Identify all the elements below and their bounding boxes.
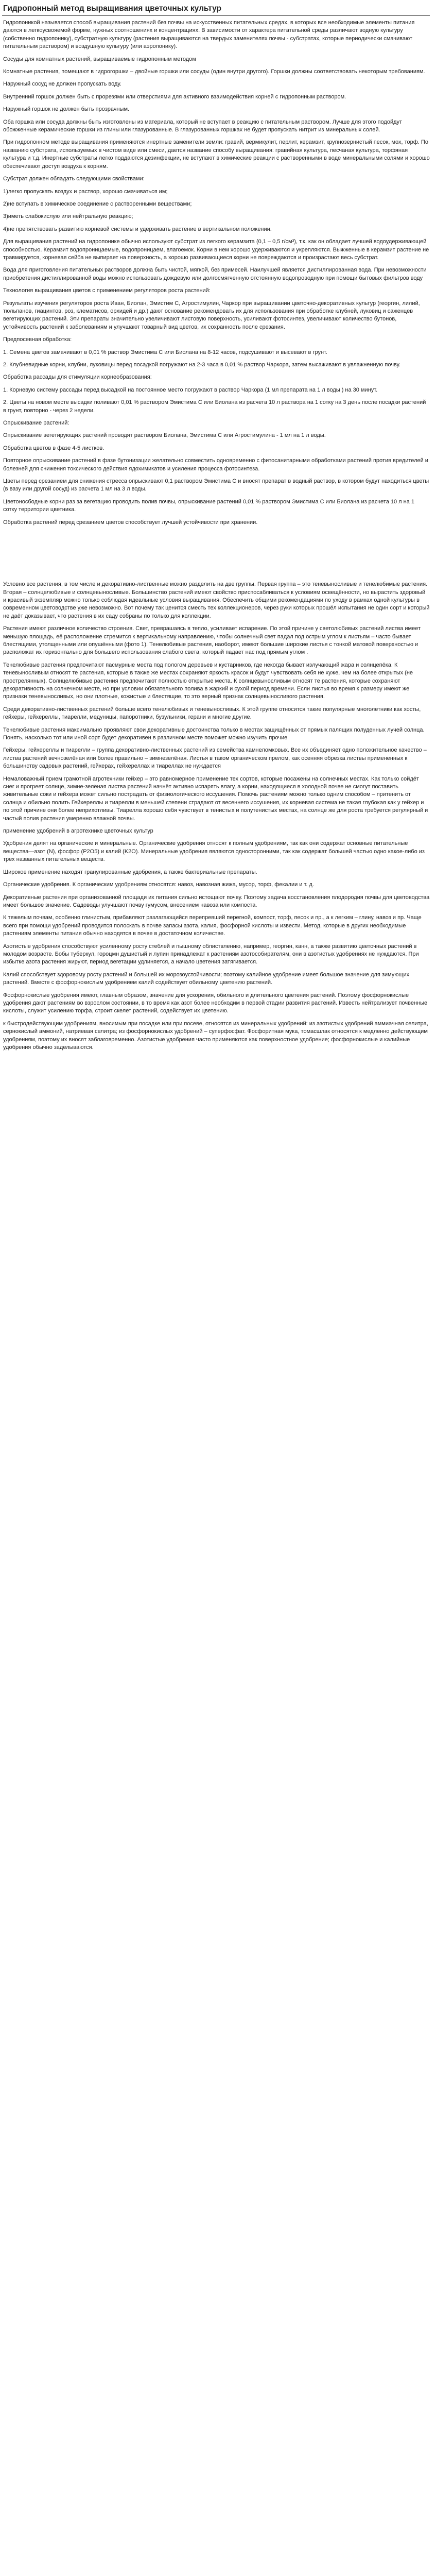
paragraph: Наружный сосуд не должен пропускать воду. <box>3 81 121 88</box>
paragraph: Обработка рассады для стимуляции корнеобразования: <box>3 374 152 381</box>
paragraph: Сосуды для комнатных растений, выращиваемые гидропонным методом <box>3 56 196 62</box>
paragraph: Немаловажный прием грамотной агротехники гейхер – это равномерное применение тех сортов, которые посажены на солнечных местах. Как только сойдёт снег и прогреет солнце, зимне-зелёная листва растений начнёт активно испарять влагу, а корни, находящиеся в холодной почве не смогут поставить живительные соки и гейхера может сильно пострадать от физиологического иссушения. Помочь растениям можно только одним способом – притенить от солнца и обильно полить Гейхереллы и тиарелли в меньшей степени страдают от весеннего иссушения, их корневая система не такая глубокая как у гейхер и по этой причине они более неприхотливы. Тиарелла хорошо себя чувствует в тенистых и полутенистых местах, на солнце же для роста требуется регулярный и частый полив растения умеренно влажной почвы. <box>3 775 428 822</box>
paragraph: Субстрат должен обладать следующими свойствами: <box>3 176 145 182</box>
paragraph: Гейхеры, гейхереллы и тиарелли – группа декоративно-лиственных растений из семейства камнеломковых. Все их объединяет одно положительное качество – листва растений вечнозелёная или более правильно – зимнезелёная. Листья в таком органическом прелом, как осенняя обрезка листвы примененных к большинству садовых растений, гейхерах, гейхереллах и тиареллах не нуждается <box>3 747 427 770</box>
paragraph: Тенелюбивые растения предпочитают пасмурные места под пологом деревьев и кустарников, где некогда бывает излучающий жара и солнцепёка. К теневыносливым относят те растения, которые в также же местах сохраняют яркость красок и будут чувствовать себя не хуже, чем на более открытых (не прострелянных). Солнцелюбивые растения предпочитают полностью открытые места. К солнцевыносливым относят те растения, которые сохраняют декоративность на солнечном месте, но при условии обязательного полива в жаркий и сухой период времени. Если листья во время к размеру имеют же признаки теневыносливых, но они плотные, кожистые и блестящие, то это верный признак солнцевыносливого растения. <box>3 662 413 700</box>
paragraph: Цветы перед срезанием для снижения стресса опрыскивают 0,1 раствором Эмистима С и вносят препарат в водный раствор, в котором будут находиться цветы (в вазу или другой сосуд) из расчета 1 мл на 3 л воды. <box>3 478 429 493</box>
paragraph: Тенелюбивые растения максимально проявляют свои декоративные достоинства только в местах защищённых от прямых палящих полуденных лучей солнца. Понять, насколько тот или иной сорт будет декоративен в различном месте поможет можно изучить прочие <box>3 726 425 741</box>
paragraph: Оба горшка или сосуда должны быть изготовлены из материала, который не вступает в реакцию с питательным раствором. Лучше для этого подойдут обожженные керамические горшки из глины или глазурованные. В глазурованных горшках не будет пропускать нитрит из минеральных солей. <box>3 118 403 133</box>
paragraph: 2. Цветы на новом месте высадки поливают 0,01 % раствором Эмистима С или Биолана из расчета 10 л раствора на 1 сотку на 3 день после посадки растений в грунт, повторно - через 2 недели. <box>3 399 426 414</box>
paragraph: Органические удобрения. К органическим удобрениям относятся: навоз, навозная жижа, мусор, торф, фекалии и т. д. <box>3 882 314 888</box>
paragraph: 4)не препятствовать развитию корневой системы и удерживать растение в вертикальном положении. <box>3 226 272 232</box>
paragraph: 3)иметь слабокислую или нейтральную реакцию; <box>3 213 133 220</box>
paragraph: Технология выращивания цветов с применением регуляторов роста растений: <box>3 287 211 294</box>
article <box>0 0 432 1060</box>
paragraph: К тяжелым почвам, особенно глинистым, прибавляют разлагающийся перепревший перегной, компост, торф, песок и пр., а к легким – глину, навоз и пр. Чаще всего при помощи удобрений проводится полоскать в почве запасы азота, калия, фосфорной кислоты и извести. Метод, которые в других необходимые растениям элементы питания обычно находятся в почве в достаточном количестве. <box>3 914 422 937</box>
paragraph: Обработка растений перед срезанием цветов способствует лучшей устойчивости при хранении. <box>3 519 258 526</box>
paragraph: Гидропоникой называется способ выращивания растений без почвы на искусственных питательных средах, в которых все необходимые элементы питания даются в легкоусвояемой форме, нужных соотношениях и концентрациях. В зависимости от характера питательной среды различают водную культуру (собственно гидропонику), субстратную культуру (растения выращиваются на твердых заменителях почвы - субстратах, которые периодически смачивают питательным раствором) и воздушную культуру (или аэропонику). <box>3 20 415 50</box>
paragraph: Повторное опрыскивание растений в фазе бутонизации желательно совместить одновременно с фитосанитарными обработками растений против вредителей и болезней для снижения токсического действия ядохимикатов и усиления процесса фотосинтеза. <box>3 457 428 472</box>
paragraph: Широкое применение находят гранулированные удобрения, а также бактериальные препараты. <box>3 869 257 875</box>
paragraph: Результаты изучения регуляторов роста Иван, Биолан, Эмистим С, Агростимулин, Чаркор при выращивании цветочно-декоративных культур (георгин, лилий, тюльпанов, гиацинтов, роз, клематисов, орхидей и др.) дают основание рекомендовать их для использования при обработке клубней, луковиц и саженцев вегетирующих растений. Эти препараты значительно увеличивают листовую поверхность, усиливают фотосинтез, увеличивают количество бутонов, устойчивость растений к заболеваниям и улучшают товарный вид цветов, их сохранность после срезания. <box>3 300 420 330</box>
paragraph: Удобрения делят на органические и минеральные. Органические удобрения относят к полным удобрениям, так как они содержат основные питательные вещества—азот (N), фосфор (P2O5) и калий (K2O). Минеральные удобрения являются односторонними, так как содержат большей частью одно какое-либо из трех названных питательных веществ. <box>3 840 425 863</box>
paragraph: Декоративные растения при организованной площади их питания сильно истощают почву. Поэтому задача восстановления плодородия почвы для цветоводства имеет большое значение. Садоводы улучшают почву гумусом, внесением навоза или компоста. <box>3 894 430 908</box>
article-body-top <box>2 19 430 527</box>
paragraph: Вода для приготовления питательных растворов должна быть чистой, мягкой, без примесей. Наилучшей является дистиллированная вода. При невозможности приобретения дистиллированной воды можно использовать дождевую или долгосмягченную отстоянную водопроводную при помощи бытовых фильтров воду <box>3 267 427 281</box>
paragraph: 1. Корневую систему рассады перед высадкой на постоянное место погружают в раствор Чаркора (1 мл препарата на 1 л воды ) на 30 минут. <box>3 386 378 393</box>
paragraph: При гидропонном методе выращивания применяются инертные заменители земли: гравий, вермикулит, перлит, керамзит, крупнозернистый песок, мох, торф. По названию субстрата, используемых в чистом виде или смеси, дается название способу выращивания: гравийная культура, песчаная культура, торфяная культура и т.д. Инертные субстраты легко поддаются дезинфекции, не вступают в химические реакции с растворенными в воде минеральными солями и хорошо обеспечивают доступ воздуха к корням. <box>3 139 430 170</box>
paragraph: к быстродействующим удобрениям, вносимым при посадке или при посеве, относятся из минеральных удобрений: из азотистых удобрений аммиачная селитра, сернокислый аммоний, натриевая селитра; из фосфорнокислых удобрений – суперфосфат. Фосфоритная мука, томасшлак относятся к медленно действующим удобрениям, поэтому их вносят заблаговременно. Азотистые удобрения часто применяются как поверхностное удобрение; фосфорнокислые и калийные удобрения обычно заделываются. <box>3 1020 428 1050</box>
article-body-bottom <box>2 581 430 1052</box>
paragraph: Фосфорнокислые удобрения имеют, главным образом, значение для ускорения, обильного и длительного цветения растений. Поэтому фосфорнокислые удобрения дают растениям во взрослом состоянии, в то время как азот более необходим в первой стадии развития растений. Известь нейтрализует почвенные кислоты, служит усилению торфа, строит скелет растений, содействует их цветению. <box>3 992 428 1014</box>
paragraph: 2. Клубневидные корни, клубни, луковицы перед посадкой погружают на 2-3 часа в 0,01 % раствор Чаркора, затем высаживают в увлажненную почву. <box>3 362 400 368</box>
paragraph: Азотистые удобрения способствуют усиленному росту стеблей и пышному облиствлению, например, георгин, канн, а также развитию цветочных растений в молодом возрасте. Бобы туберкул, гороцмн душистый и лупин принадлежат к растениям азотособирателям, они в азотистых удобрениях не нуждаются. При избытке азота растения жируют, период вегетации удлиняется, а начало цветения затягивается. <box>3 943 419 965</box>
paragraph: Цветоносбодные корни раз за вегетацию проводить полив почвы, опрыскивание растений 0,01 % раствором Эмистима С или Биолана из расчета 10 л на 1 сотку территории цветника. <box>3 498 414 513</box>
paragraph: Для выращивания растений на гидропонике обычно используют субстрат из легкого керамзита (0,1 – 0,5 г/см³), т.к. как он обладает лучшей водоудерживающей способностью. Керамзит водопроницаемые, водопроницаем, влагоемок. Корни в нем хорошо удерживаются и укрепляются. Выжженные в керамзит растение не травмируется, корневая сейба не выпирает на поверхность, а хорошо развивающиеся корни не повреждаются и произрастают весь субстрат. <box>3 239 429 261</box>
paragraph: Среди декоративно-лиственных растений больше всего тенелюбивых и теневыносливых. К этой группе относится такие популярные многолетники как хосты, гейхеры, гейхереллы, тиарелли, медуницы, папоротники, бузульники, герани и многие другие. <box>3 706 421 721</box>
paragraph: Внутренний горшок должен быть с прорезями или отверстиями для активного взаимодействия корней с гидропонным раствором. <box>3 93 346 100</box>
page-title: Гидропонный метод выращивания цветочных культур <box>2 3 430 16</box>
paragraph: 2)не вступать в химическое соединение с растворенными веществами; <box>3 200 192 207</box>
paragraph: Предпосевная обработка: <box>3 336 72 343</box>
paragraph: Обработка цветов в фазе 4-5 листков. <box>3 445 104 451</box>
paragraph: Условно все растения, в том числе и декоративно-лиственные можно разделить на две группы. Первая группа – это теневыносливые и тенелюбимые растения. Вторая – солнцелюбивые и солнцевыносливые. Большинство растений имеют свойство приспосабливаться к условиям освещённости, но вырастить здоровый и красивый экземпляр можно только соблюдая идеальные условия выращивания. Обеспечить общими рекомендациями по уходу в рамках одной культуры в современном цветоводстве уже невозможно. Вот почему так ценится сместь тех коллекционеров, через руки которых прошёл испытания не один сорт и который не даёт доказывает, что растения в их саду собраны по только для коллекции. <box>3 581 430 619</box>
paragraph: Растения имеют различное количество строения. Свет, преврашаясь в тепло, усиливает испарение. По этой причине у светолюбивых растений листва имеет меньшую площадь, её расположение стремится к вертикальному направлению, чтобы солнечный свет падал под острым углом к листьям – часто бывает блестящими, утолщенными или опушёнными (фото 1). Тенелюбивые растения, наоборот, имеют большие широкие листья с тонкой матовой поверхностью и расположат их горизонтально для большего использования слабого света, который падает нас под прямым углом . <box>3 625 421 656</box>
paragraph: Комнатные растения, помещают в гидрогоршки – двойные горшки или сосуды (один внутри другого). Горшки должны соответствовать некоторым требованиям. <box>3 69 425 75</box>
paragraph: Калий способствует здоровому росту растений и большей их морозоустойчивости; поэтому калийное удобрение имеет большое значение для зимующих растений. Вместе с фосфорнокислым удобрением калий содействует обильному цветению растений. <box>3 971 410 986</box>
paragraph: 1. Семена цветов замачивают в 0,01 % раствор Эмистима С или Биолана на 8-12 часов, подсушивают и высевают в грунт. <box>3 349 327 355</box>
paragraph: Опрыскивание вегетирующих растений проводят раствором Биолана, Эмистима С или Агростимулина - 1 мл на 1 л воды. <box>3 432 326 439</box>
paragraph: Опрыскивание растений: <box>3 420 69 427</box>
paragraph: 1)легко пропускать воздух и раствор, хорошо смачиваться им; <box>3 188 168 195</box>
blank-gap <box>2 531 430 581</box>
paragraph: применение удобрений в агротехнике цветочных культур <box>3 828 153 835</box>
paragraph: Наружный горшок не должен быть прозрачным. <box>3 106 130 113</box>
